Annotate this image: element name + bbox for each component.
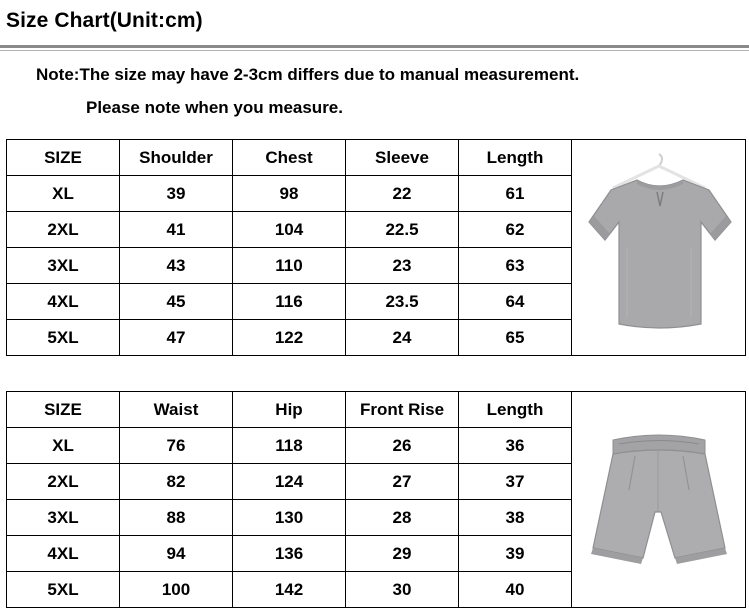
value-cell: 116 [233,284,346,320]
header-cell: Chest [233,140,346,176]
size-cell: 4XL [7,536,120,572]
value-cell: 110 [233,248,346,284]
note-line-1: Note:The size may have 2-3cm differs due to manual measurement. [36,65,580,84]
value-cell: 45 [120,284,233,320]
value-cell: 39 [120,176,233,212]
tshirt-image-cell [572,140,746,356]
value-cell: 63 [459,248,572,284]
value-cell: 76 [120,428,233,464]
value-cell: 47 [120,320,233,356]
value-cell: 23.5 [346,284,459,320]
header-cell: SIZE [7,392,120,428]
size-cell: 3XL [7,500,120,536]
value-cell: 100 [120,572,233,608]
value-cell: 118 [233,428,346,464]
value-cell: 64 [459,284,572,320]
value-cell: 40 [459,572,572,608]
value-cell: 30 [346,572,459,608]
value-cell: 136 [233,536,346,572]
note-line-2: Please note when you measure. [86,98,343,117]
shorts-image-cell [572,392,746,608]
value-cell: 39 [459,536,572,572]
value-cell: 27 [346,464,459,500]
table-header-row [7,140,746,176]
value-cell: 43 [120,248,233,284]
size-cell: 2XL [7,464,120,500]
value-cell: 38 [459,500,572,536]
value-cell: 41 [120,212,233,248]
size-cell: 5XL [7,572,120,608]
value-cell: 94 [120,536,233,572]
value-cell: 98 [233,176,346,212]
value-cell: 22.5 [346,212,459,248]
title-divider [0,45,749,48]
size-cell: 4XL [7,284,120,320]
value-cell: 61 [459,176,572,212]
value-cell: 22 [346,176,459,212]
header-cell: Waist [120,392,233,428]
value-cell: 62 [459,212,572,248]
size-cell: XL [7,176,120,212]
header-cell: Length [459,392,572,428]
value-cell: 23 [346,248,459,284]
value-cell: 142 [233,572,346,608]
table-header-row [7,392,746,428]
bottoms-size-table [6,391,746,608]
value-cell: 104 [233,212,346,248]
value-cell: 29 [346,536,459,572]
value-cell: 36 [459,428,572,464]
size-cell: XL [7,428,120,464]
header-cell: Shoulder [120,140,233,176]
header-cell: SIZE [7,140,120,176]
value-cell: 65 [459,320,572,356]
gray-tshirt-on-hanger-icon [579,148,739,348]
value-cell: 122 [233,320,346,356]
header-cell: Sleeve [346,140,459,176]
page-title: Size Chart(Unit:cm) [6,9,203,32]
value-cell: 124 [233,464,346,500]
value-cell: 82 [120,464,233,500]
value-cell: 28 [346,500,459,536]
header-cell: Length [459,140,572,176]
value-cell: 26 [346,428,459,464]
gray-shorts-icon [579,420,739,580]
value-cell: 24 [346,320,459,356]
value-cell: 130 [233,500,346,536]
title-divider-thin [0,50,749,51]
size-cell: 2XL [7,212,120,248]
tops-size-table [6,139,746,356]
header-cell: Front Rise [346,392,459,428]
value-cell: 88 [120,500,233,536]
value-cell: 37 [459,464,572,500]
size-cell: 5XL [7,320,120,356]
header-cell: Hip [233,392,346,428]
size-cell: 3XL [7,248,120,284]
